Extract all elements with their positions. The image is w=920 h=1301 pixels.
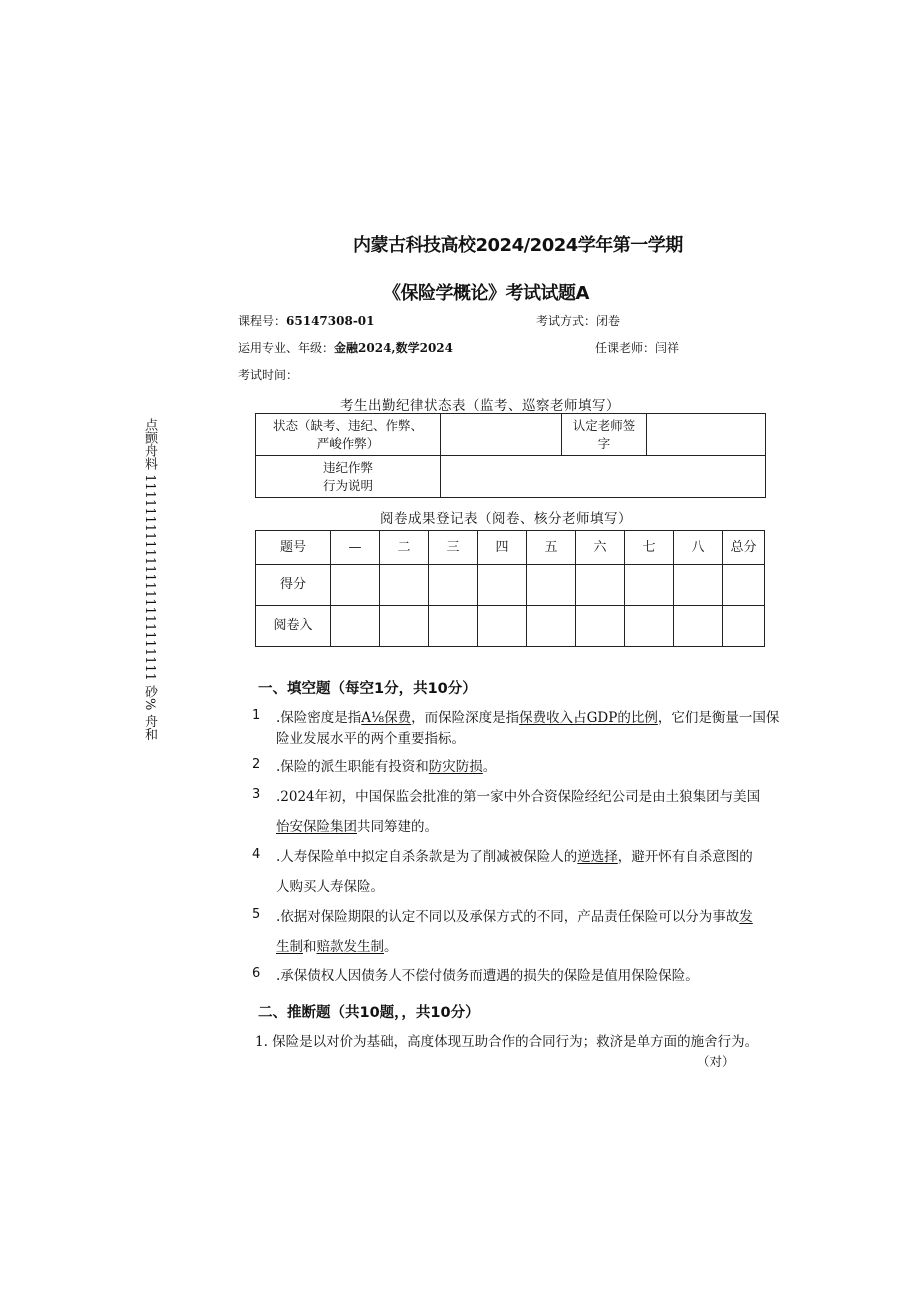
course-number	[238, 312, 375, 329]
violation-label-line1: 违纪作弊	[322, 459, 373, 475]
applicable-major	[238, 339, 453, 356]
question-text: 。	[384, 939, 398, 955]
answer-blank: 逆选择	[577, 849, 618, 865]
score-header-cell: 三	[429, 531, 478, 565]
question-line	[276, 964, 796, 984]
answer-blank: 保费收入占GDP的比例	[519, 710, 658, 726]
score-cell	[723, 565, 765, 606]
major-label: 运用专业、年级：	[238, 341, 335, 355]
score-row-label: 阅卷入	[256, 606, 331, 647]
score-header-cell: —	[331, 531, 380, 565]
score-header-cell: 总分	[723, 531, 765, 565]
exam-title-school: 内蒙古科技高校2024/2024学年第一学期	[353, 235, 683, 256]
score-header-cell: 五	[527, 531, 576, 565]
answer-blank: 发	[739, 909, 753, 925]
score-cell	[331, 565, 380, 606]
question-text: .保险密度是指	[276, 710, 362, 726]
status-label-cell	[256, 414, 441, 456]
answer-blank: 防灾防损	[428, 759, 483, 775]
score-row-label: 得分	[256, 565, 331, 606]
question-line	[276, 755, 796, 775]
answer-blank: 生制	[276, 939, 303, 955]
score-header-cell: 七	[625, 531, 674, 565]
question-line	[276, 727, 796, 747]
judgement-question-1: 1. 保险是以对价为基础，高度体现互助合作的合同行为；救济是单方面的施舍行为。	[255, 1034, 759, 1050]
exam-time: 考试时间：	[238, 368, 299, 382]
score-cell	[429, 606, 478, 647]
question-text: .依据对保险期限的认定不同以及承保方式的不同，产品责任保险可以分为事故	[276, 909, 740, 925]
question-text: .保险的派生职能有投资和	[276, 759, 429, 775]
question-line	[276, 706, 796, 726]
question-line	[276, 875, 796, 895]
score-cell	[380, 606, 429, 647]
score-cell	[380, 565, 429, 606]
score-cell	[674, 606, 723, 647]
attendance-table	[255, 413, 766, 498]
question-number: 6	[252, 966, 261, 981]
question-text: 险业发展水平的两个重要指标。	[276, 731, 465, 747]
status-label-line1: 状态（缺考、违纪、作弊、	[272, 417, 423, 433]
score-cell	[331, 606, 380, 647]
confirm-label-line1: 认定老师签	[572, 417, 636, 433]
binding-strip-text: 点颤舟料 1111111111111111111111111 砂% 舟和	[142, 418, 157, 741]
score-cell	[576, 606, 625, 647]
attendance-table-caption: 考生出勤纪律状态表（监考、巡察老师填写）	[340, 398, 620, 414]
question-text: .人寿保险单中拟定自杀条款是为了削减被保险人的	[276, 849, 578, 865]
confirm-label-cell	[562, 414, 647, 456]
course-number-value: 65147308-01	[286, 314, 375, 328]
question-text: 。	[482, 759, 497, 775]
section2-title: 二、推断题（共10题，，共10分）	[258, 1005, 480, 1021]
answer-blank: A⅛保费	[361, 710, 412, 726]
question-number: 5	[252, 907, 261, 922]
score-cell	[625, 565, 674, 606]
score-header-cell: 八	[674, 531, 723, 565]
question-line	[276, 785, 796, 805]
question-line	[276, 845, 796, 865]
question-number: 4	[252, 847, 261, 862]
question-text: .2024年初，中国保监会批准的第一家中外合资保险经纪公司是由土狼集团与美国	[276, 789, 761, 805]
answer-blank: 赔款发生制	[316, 939, 384, 955]
question-text: ，避开怀有自杀意图的	[617, 849, 753, 865]
violation-description-cell	[441, 456, 766, 498]
question-text: 人购买人寿保险。	[276, 879, 384, 895]
score-cell	[429, 565, 478, 606]
exam-mode: 考试方式：闭卷	[536, 314, 621, 328]
score-cell	[478, 606, 527, 647]
question-number: 3	[252, 787, 261, 802]
score-table-caption: 阅卷成果登记表（阅卷、核分老师填写）	[380, 511, 632, 527]
major-value: 金融2024,数学2024	[334, 341, 453, 355]
judgement-answer-1: （对）	[697, 1054, 735, 1069]
confirm-label-line2: 字	[597, 435, 611, 451]
question-line	[276, 905, 796, 925]
score-cell	[723, 606, 765, 647]
question-line	[276, 935, 796, 955]
section1-title: 一、填空题（每空1分，共10分）	[258, 681, 477, 697]
course-number-label: 课程号：	[238, 314, 287, 328]
score-header-cell: 六	[576, 531, 625, 565]
score-cell	[527, 565, 576, 606]
score-header-cell: 题号	[256, 531, 331, 565]
question-text: ，它们是衡量一国保	[657, 710, 780, 726]
score-cell	[478, 565, 527, 606]
score-cell	[527, 606, 576, 647]
score-cell	[625, 606, 674, 647]
exam-title-course: 《保险学概论》考试试题A	[383, 283, 589, 304]
question-text: ，而保险深度是指	[411, 710, 520, 726]
status-label-line2: 严峻作弊）	[316, 435, 380, 451]
question-number: 1	[252, 708, 261, 723]
question-line	[276, 815, 796, 835]
status-value-cell	[441, 414, 562, 456]
question-number: 2	[252, 757, 261, 772]
violation-label-line2: 行为说明	[322, 477, 373, 493]
question-text: 和	[303, 939, 317, 955]
question-text: .承保债权人因债务人不偿付债务而遭遇的损失的保险是值用保险保险。	[276, 968, 699, 984]
score-table	[255, 530, 765, 647]
teacher: 任课老师：闫祥	[595, 341, 680, 355]
score-cell	[576, 565, 625, 606]
question-text: 共同筹建的。	[357, 819, 438, 835]
score-header-cell: 四	[478, 531, 527, 565]
confirm-signature-cell	[647, 414, 766, 456]
score-cell	[674, 565, 723, 606]
violation-label-cell	[256, 456, 441, 498]
answer-blank: 怡安保险集团	[276, 819, 357, 835]
score-header-cell: 二	[380, 531, 429, 565]
